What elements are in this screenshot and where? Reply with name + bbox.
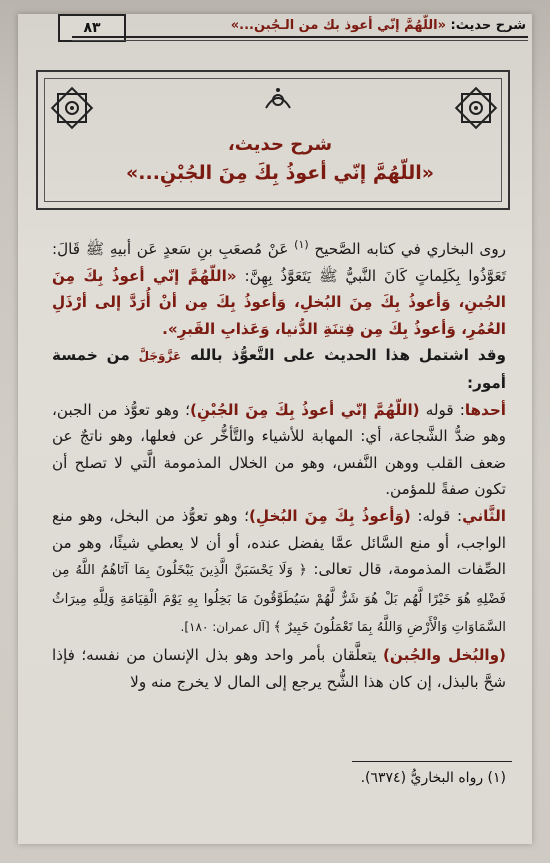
p3-text-b: ؛ وهو تعوُّذ من الجبن، وهو ضدُّ الشَّجاعة، أي: المهابة للأشياء والتَّأخُّر عن فعلها، وهو ناتجٌ عن ضعف القلب ووهن النَّفس، وهو من الخلال المذمومة الَّتي لا تصلح أن تكون صفةً للمؤمن. xyxy=(52,400,506,499)
paragraph-5 xyxy=(52,642,506,695)
p4-text-a: : قوله: xyxy=(410,507,463,525)
p2-text-c: من خمسة أمور: xyxy=(52,346,506,393)
ornament-top-icon xyxy=(262,84,294,114)
p4-heading: الثَّاني xyxy=(462,507,506,525)
p3-heading: أحدها xyxy=(464,400,506,419)
p3-quote: (اللّهُمَّ إنّي أعوذُ بِكَ مِنَ الجُبْنِ) xyxy=(190,400,420,419)
p4-quote: (وَأعوذُ بِكَ مِنَ البُخلِ) xyxy=(248,507,411,525)
running-title-prefix: شرح حديث: xyxy=(445,18,526,33)
p1-text-b: عَنْ مُصعَبِ بنِ سَعدٍ عَن أبيهِ ﷺ قَالَ: تَعَوَّذُوا بِكَلِماتٍ كَانَ النَّبيُّ ﷺ يَتَعَوَّذُ بِهِنَّ: xyxy=(52,240,506,285)
header-rule xyxy=(72,36,528,38)
footnote: (١) رواه البخاريُّ (٦٣٧٤). xyxy=(360,770,506,786)
ornament-right-icon xyxy=(454,86,498,130)
footnote-rule xyxy=(352,761,512,762)
p4-text-b: ؛ وهو تعوُّذ من البخل، وهو منع الواجب، أو منع السَّائل عمَّا يفضل عنده، أو أن لا يعطي شيئًا، وهو من الصِّفات المذمومة، قال تعالى: xyxy=(52,507,507,579)
p1-text-a: روى البخاري في كتابه الصَّحيح xyxy=(308,240,506,259)
page-number: ٨٣ xyxy=(58,14,126,42)
paragraph-1 xyxy=(52,232,506,342)
hadith-quote: «اللّهُمَّ إنّي أعوذُ بِكَ مِنَ الجُبنِ، وَأعوذُ بِكَ مِنَ البُخلِ، وَأعوذُ بِكَ مِن أنْ أُرَدَّ إلى أرْذَلِ العُمُرِ، وَأعوذُ بِكَ مِن فِتنَةِ الدُّنيا، وَعَذابِ القَبرِ». xyxy=(52,266,506,338)
p5-heading: (والبُخل والجُبن) xyxy=(382,645,506,664)
paragraph-2 xyxy=(52,342,506,396)
frame-title-line1: شرح حديث، xyxy=(227,134,333,155)
frame-title-line2: «اللّهُمَّ إنّي أعوذُ بِكَ مِنَ الجُبْنِ...» xyxy=(125,162,435,184)
running-title-quote: «اللّهُمَّ إنّي أعوذ بك من الـجُبن...» xyxy=(230,18,446,33)
p3-text-a: : قوله xyxy=(419,400,465,419)
header-rule-thin xyxy=(72,40,528,41)
quran-verse: ﴿ وَلَا يَحْسَبَنَّ الَّذِينَ يَبْخَلُونَ بِمَا آتَاهُمُ اللَّهُ مِن فَضْلِهِ هُوَ خَيْرًا لَّهُم بَلْ هُوَ شَرٌّ لَّهُمْ سَيُطَوَّقُونَ مَا بَخِلُوا بِهِ يَوْمَ الْقِيَامَةِ وَلِلَّهِ مِيرَاثُ السَّمَاوَاتِ وَالْأَرْضِ وَاللَّهُ بِمَا تَعْمَلُونَ خَبِيرٌ ﴾ xyxy=(52,563,506,636)
body-text xyxy=(52,232,506,695)
p2-honorific: عَزَّوَجَلَّ xyxy=(138,349,182,364)
p5-text: يتعلَّقان بأمر واحد وهو بذل الإنسان من نفسه؛ فإذا شحَّ بالبذل، إن كان هذا الشُّح يرجع إلى المال لا يخرج منه ولا xyxy=(52,645,506,691)
p2-text-a: وقد اشتمل هذا الحديث على التَّعوُّذ بالله xyxy=(181,346,506,365)
running-title xyxy=(231,18,526,33)
footnote-marker[interactable]: (١) xyxy=(294,238,309,251)
verse-reference: [آل عمران: ١٨٠]. xyxy=(180,620,274,635)
paragraph-3 xyxy=(52,397,506,503)
paragraph-4 xyxy=(52,503,506,642)
ornament-left-icon xyxy=(50,86,94,130)
